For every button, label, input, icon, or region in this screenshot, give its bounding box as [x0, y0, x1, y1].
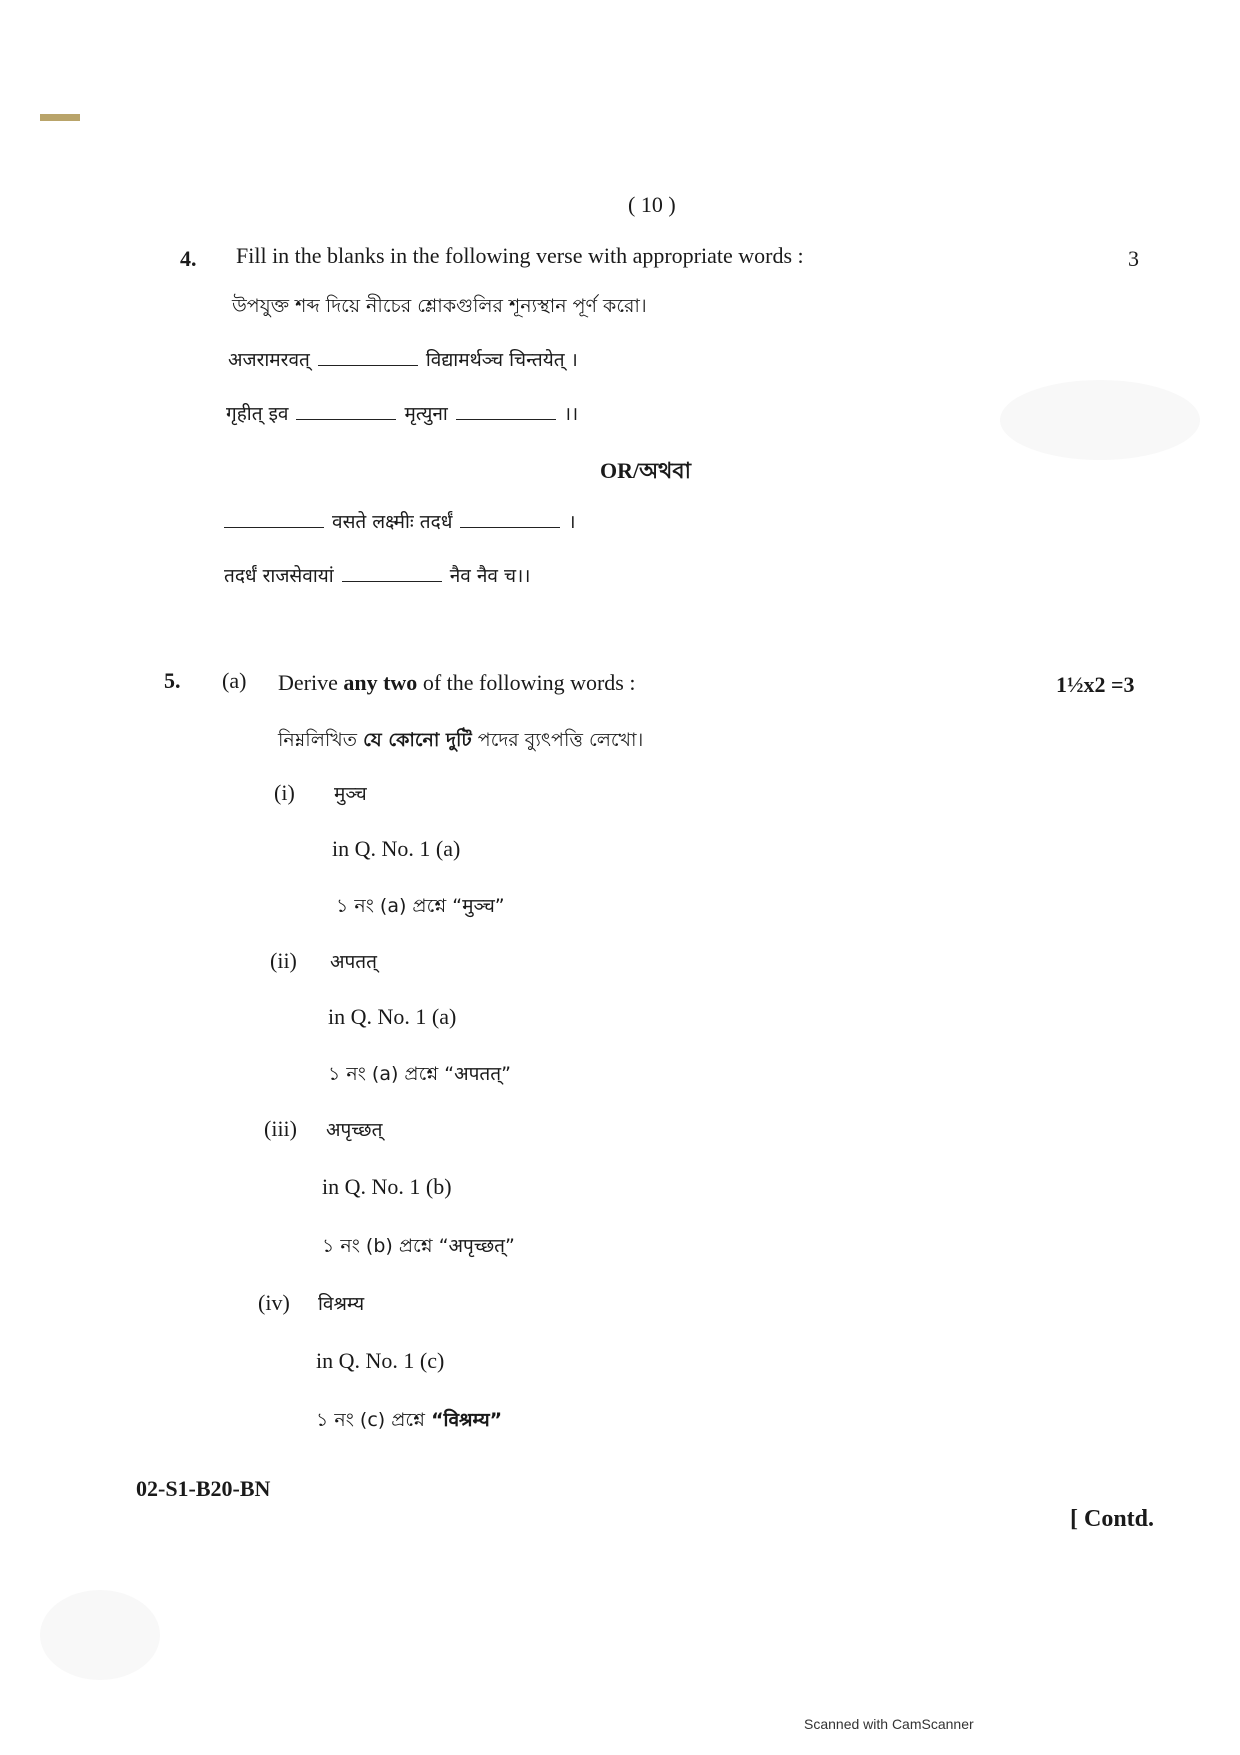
scan-smudge: [40, 1590, 160, 1680]
verse-text: मृत्युना: [404, 403, 448, 425]
q5-text-pre: Derive: [278, 670, 338, 695]
item-ref-en: in Q. No. 1 (a): [332, 836, 461, 861]
ref-bn-word: “मुञ्च”: [452, 895, 505, 917]
ref-bn-word: “अपृच्छत्”: [438, 1235, 515, 1257]
verse-text: ।।: [563, 403, 579, 425]
item-word: अपतत्: [330, 951, 377, 973]
paper-code: 02-S1-B20-BN: [136, 1476, 271, 1501]
q5-bn-bold: যে কোনো দুটি: [363, 729, 472, 751]
q4-text-en: Fill in the blanks in the following verse with appropriate words :: [236, 243, 804, 268]
verse-text: अजरामरवत्: [228, 349, 310, 371]
blank: [224, 526, 324, 528]
item-word: अपृच्छत्: [326, 1119, 383, 1141]
q5-bn-post: পদের ব্যুৎপত্তি লেখো।: [477, 729, 644, 751]
blank: [296, 418, 396, 420]
scan-edge-mark: [40, 114, 80, 121]
item-ref-bn: [322, 1232, 515, 1264]
ref-bn-word: “विश्रम्य”: [431, 1409, 503, 1431]
item-ref-bn: [336, 892, 505, 924]
q4-verse2-line1: [224, 508, 576, 534]
q5-text-en: [278, 670, 635, 696]
q4-number: 4.: [180, 246, 197, 271]
q4-verse1-line1: [228, 346, 578, 372]
blank: [342, 580, 442, 582]
q4-marks: 3: [1128, 246, 1139, 271]
ref-bn-pre: ১ নং (a) প্রশ্নে: [336, 895, 447, 917]
ref-bn-pre: ১ নং (c) প্রশ্নে: [316, 1409, 426, 1431]
item-number: (i): [274, 780, 295, 805]
q4-verse1-line2: [226, 400, 578, 426]
item-word: मुञ्च: [334, 783, 367, 805]
item-ref-en: in Q. No. 1 (b): [322, 1174, 452, 1199]
item-number: (iv): [258, 1290, 290, 1315]
verse-text: नैव नैव च।।: [449, 565, 531, 587]
item-ref-bn: [328, 1060, 511, 1092]
verse-text: वसते लक्ष्मीः तदर्धं: [332, 511, 453, 533]
or-label: OR/অথবা: [600, 458, 692, 483]
ref-bn-pre: ১ নং (a) প্রশ্নে: [328, 1063, 439, 1085]
verse-text: तदर्धं राजसेवायां: [224, 565, 334, 587]
item-number: (ii): [270, 948, 297, 973]
q5-bn-pre: নিম্নলিখিত: [278, 729, 358, 751]
item-ref-en: in Q. No. 1 (a): [328, 1004, 457, 1029]
ref-bn-pre: ১ নং (b) প্রশ্নে: [322, 1235, 433, 1257]
ref-bn-word: “अपतत्”: [444, 1063, 511, 1085]
scanner-watermark: Scanned with CamScanner: [804, 1716, 974, 1732]
verse-text: गृहीत् इव: [226, 403, 289, 425]
blank: [318, 364, 418, 366]
blank: [460, 526, 560, 528]
page-number: ( 10 ): [628, 192, 676, 217]
q4-text-bn: উপযুক্ত শব্দ দিয়ে নীচের শ্লোকগুলির শূন্যস্থান পূর্ণ করো।: [232, 295, 647, 317]
q5-text-post: of the following words :: [422, 670, 636, 695]
verse-text: विद्यामर्थञ्च चिन्तयेत् ।: [425, 349, 578, 371]
continued-label: [ Contd.: [1070, 1506, 1155, 1532]
verse-text: ।: [568, 511, 576, 533]
blank: [456, 418, 556, 420]
item-ref-bn: [316, 1406, 502, 1438]
item-number: (iii): [264, 1116, 297, 1141]
q5-text-bold: any two: [343, 670, 418, 695]
item-ref-en: in Q. No. 1 (c): [316, 1348, 445, 1373]
q5-text-bn: [278, 726, 643, 758]
q5-part: (a): [222, 668, 247, 693]
q5-marks: 1½x2 =3: [1056, 672, 1135, 697]
scan-smudge: [1000, 380, 1200, 460]
item-word: विश्रम्य: [318, 1293, 365, 1315]
q4-verse2-line2: [224, 562, 530, 588]
q5-number: 5.: [164, 668, 181, 693]
